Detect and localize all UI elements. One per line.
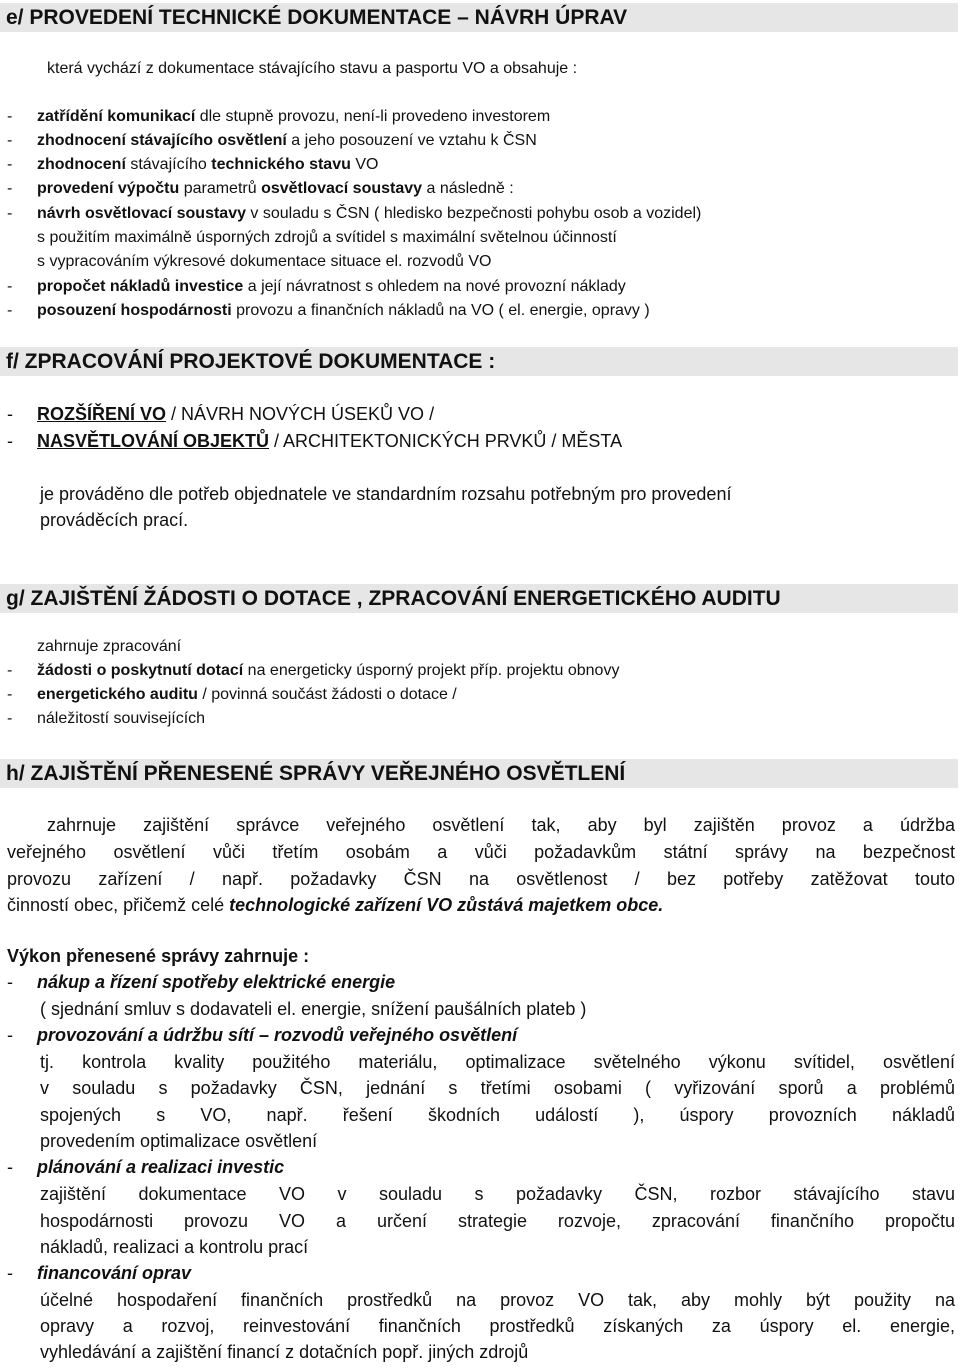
list-item-detail: provedením optimalizace osvětlení [40,1131,318,1151]
paragraph-line: prováděcích prací. [40,510,189,530]
paragraph-line: provozu zařízení / např. požadavky ČSN na osvětlenost / bez potřeby zatěžovat touto [7,869,955,889]
section-e-intro: která vychází z dokumentace stávajícího stavu a pasportu VO a obsahuje : [47,60,578,77]
section-g-intro: zahrnuje zpracování [37,638,182,655]
paragraph-line: činností obec, přičemž celé technologické zařízení VO zůstává majetkem obce. [7,895,664,915]
list-item-detail: ( sjednání smluv s dodavateli el. energie, snížení paušálních plateb ) [40,999,587,1019]
list-item-detail: hospodárnosti provozu VO a určení strategie rozvoje, zpracování finančního propočtu [40,1211,955,1231]
section-g-title: g/ ZAJIŠTĚNÍ ŽÁDOSTI O DOTACE , ZPRACOVÁNÍ ENERGETICKÉHO AUDITU [0,584,958,613]
paragraph-line: je prováděno dle potřeb objednatele ve standardním rozsahu potřebným pro provedení [40,484,732,504]
list-item-detail: vyhledávání a zajištění financí z dotačních popř. jiných zdrojů [40,1342,529,1362]
paragraph-line: zahrnuje zajištění správce veřejného osvětlení tak, aby byl zajištěn provoz a údržba [47,815,955,835]
list-item-continuation: s použitím maximálně úsporných zdrojů a svítidel s maximální světelnou účinností [37,229,617,246]
list-item-continuation: s vypracováním výkresové dokumentace situace el. rozvodů VO [37,253,492,270]
paragraph-line: veřejného osvětlení vůči třetím osobám a vůči požadavkům státní správy na bezpečnost [7,842,955,862]
section-h-title: h/ ZAJIŠTĚNÍ PŘENESENÉ SPRÁVY VEŘEJNÉHO OSVĚTLENÍ [0,759,958,788]
list-item-detail: nákladů, realizaci a kontrolu prací [40,1237,309,1257]
section-e-title: e/ PROVEDENÍ TECHNICKÉ DOKUMENTACE – NÁVRH ÚPRAV [0,3,958,32]
section-f-title: f/ ZPRACOVÁNÍ PROJEKTOVÉ DOKUMENTACE : [0,347,958,376]
list-item-detail: účelné hospodaření finančních prostředků na provoz VO tak, aby mohly být použity na [40,1290,955,1310]
list-item-detail: tj. kontrola kvality použitého materiálu, optimalizace světelného výkonu svítidel, osvětlení [40,1052,955,1072]
list-item-detail: v souladu s požadavky ČSN, jednání s třetími osobami ( vyřizování sporů a problémů [40,1078,955,1098]
list-item-detail: zajištění dokumentace VO v souladu s požadavky ČSN, rozbor stávajícího stavu [40,1184,955,1204]
list-item-detail: opravy a rozvoj, reinvestování finančních prostředků získaných za úspory el. energie, [40,1316,955,1336]
list-item-detail: spojených s VO, např. řešení škodních událostí ), úspory provozních nákladů [40,1105,955,1125]
subheading: Výkon přenesené správy zahrnuje : [7,946,310,966]
